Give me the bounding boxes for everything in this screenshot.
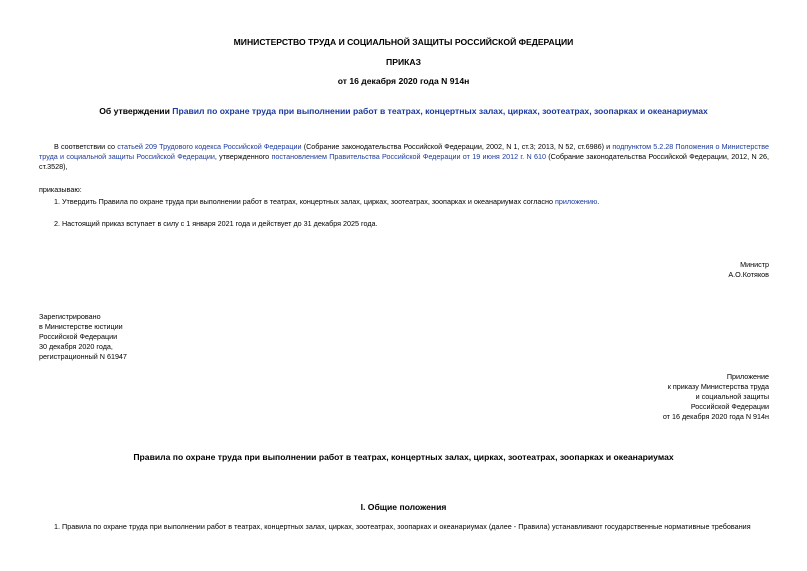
registration-line: Зарегистрировано [39,312,101,321]
doc-date: от 16 декабря 2020 года N 914н [337,76,470,86]
appendix-line: и социальной защиты [695,392,769,401]
appendix-line: Приложение [726,372,769,381]
signature-title: Министр [740,260,769,269]
link-appendix[interactable]: приложению [554,197,598,206]
rules-title: Правила по охране труда при выполнении работ в театрах, концертных залах, цирках, зоотеатрах, зоопарках и океанариумах [133,452,674,462]
link-government-resolution[interactable]: постановлением Правительства Российской Федерации от 19 июня 2012 г. N 610 [271,152,546,161]
ministry-title: МИНИСТЕРСТВО ТРУДА И СОЦИАЛЬНОЙ ЗАЩИТЫ РОССИЙСКОЙ ФЕДЕРАЦИИ [233,37,574,47]
registration-block [39,312,127,362]
link-subparagraph-5-2-28[interactable]: подпунктом 5.2.28 Положения о Министерстве труда и социальной защиты Российской Федерации [39,142,770,161]
registration-line: в Министерстве юстиции [39,322,123,331]
preamble-text-1: В соответствии со [54,142,118,151]
appendix-block [663,372,769,422]
order-item-1 [54,197,599,207]
order-word: приказываю: [39,185,82,194]
preamble-text-2: (Собрание законодательства Российской Федерации, 2002, N 1, ст.3; 2013, N 52, ст.6986) и [301,142,613,151]
appendix-line: от 16 декабря 2020 года N 914н [662,412,769,421]
rules-paragraph-1: 1. Правила по охране труда при выполнении работ в театрах, концертных залах, цирках, зоотеатрах, зоопарках и океанариумах (далее - Правила) устанавливают государственные нормативные требования [54,522,751,531]
appendix-line: Российской Федерации [690,402,769,411]
preamble-text-3: , утвержденного [214,152,272,161]
signature-name: А.О.Котяков [728,270,769,279]
section-heading: I. Общие положения [360,502,447,512]
registration-line: Российской Федерации [39,332,118,341]
registration-line: 30 декабря 2020 года, [39,342,113,351]
appendix-line: к приказу Министерства труда [667,382,769,391]
doc-subject [0,106,807,116]
link-article-209[interactable]: статьей 209 Трудового кодекса Российской Федерации [117,142,302,151]
order-item-1-text: 1. Утвердить Правила по охране труда при выполнении работ в театрах, концертных залах, цирках, зоотеатрах, зоопарках и океанариумах согласно [54,197,555,206]
order-item-1-end: . [597,197,600,206]
doc-type: ПРИКАЗ [386,57,421,67]
order-item-2: 2. Настоящий приказ вступает в силу с 1 января 2021 года и действует до 31 декабря 2025 года. [54,219,378,228]
preamble-text-4: (Собрание законодательства Российской Федерации, 2012, N 26, ст.3528), [39,152,769,171]
preamble-paragraph [39,142,769,172]
subject-link[interactable]: Правил по охране труда при выполнении работ в театрах, концертных залах, цирках, зоотеатрах, зоопарках и океанариумах [172,106,708,116]
registration-line: регистрационный N 61947 [39,352,127,361]
subject-prefix: Об утверждении [99,106,170,116]
